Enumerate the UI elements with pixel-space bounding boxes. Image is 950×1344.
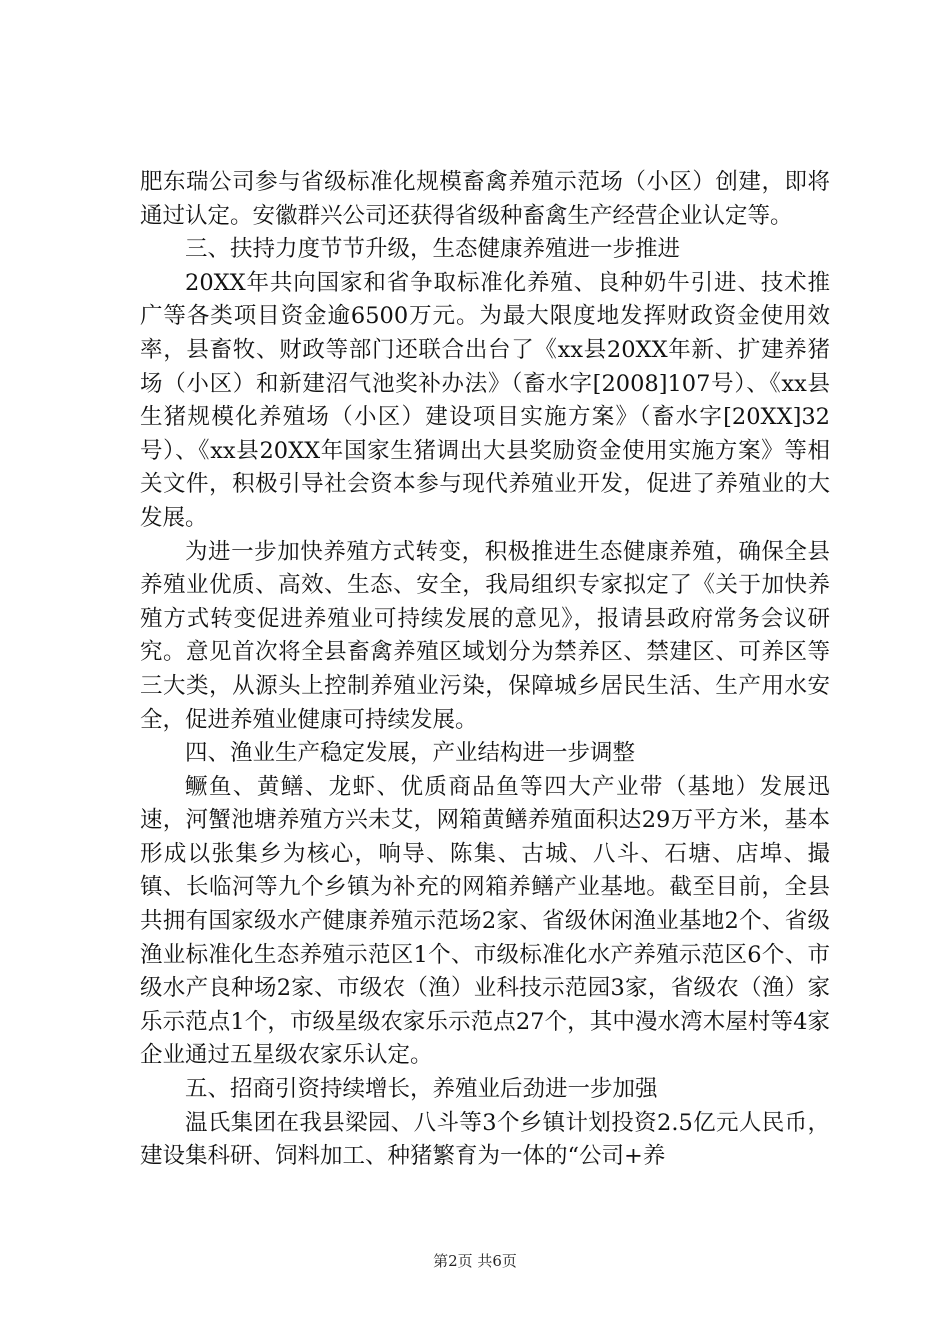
paragraph-ecological-farming: 为进一步加快养殖方式转变，积极推进生态健康养殖，确保全县养殖业优质、高效、生态、安全，我局组织专家拟定了《关于加快养殖方式转变促进养殖业可持续发展的意见》，报请县政府常务会议研究。意见首次将全县畜禽养殖区域划分为禁养区、禁建区、可养区等三大类，从源头上控制养殖业污染，保障城乡居民生活、生产用水安全，促进养殖业健康可持续发展。: [140, 538, 830, 733]
document-body: [140, 166, 830, 1174]
paragraph-investment: 温氏集团在我县梁园、八斗等3个乡镇计划投资2.5亿元人民币，建设集科研、饲料加工、种猪繁育为一体的“公司+养: [140, 1109, 830, 1170]
section-heading-3: 三、扶持力度节节升级，生态健康养殖进一步推进: [185, 236, 681, 263]
section-heading-5: 五、招商引资持续增长，养殖业后劲进一步加强: [185, 1076, 658, 1103]
section-heading-4: 四、渔业生产稳定发展，产业结构进一步调整: [185, 740, 636, 767]
paragraph-continuation: 肥东瑞公司参与省级标准化规模畜禽养殖示范场（小区）创建，即将通过认定。安徽群兴公司还获得省级种畜禽生产经营企业认定等。: [140, 169, 830, 229]
paragraph-funding: 20XX年共向国家和省争取标准化养殖、良种奶牛引进、技术推广等各类项目资金逾6500万元。为最大限度地发挥财政资金使用效率，县畜牧、财政等部门还联合出台了《xx县20XX年新、扩建养猪场（小区）和新建沼气池奖补办法》（畜水字[2008]107号）、《xx县生猪规模化养殖场（小区）建设项目实施方案》（畜水字[20XX]32号）、《xx县20XX年国家生猪调出大县奖励资金使用实施方案》等相关文件，积极引导社会资本参与现代养殖业开发，促进了养殖业的大发展。: [140, 269, 830, 531]
paragraph-fishery: 鳜鱼、黄鳝、龙虾、优质商品鱼等四大产业带（基地）发展迅速，河蟹池塘养殖方兴未艾，网箱黄鳝养殖面积达29万平方米，基本形成以张集乡为核心，响导、陈集、古城、八斗、石塘、店埠、撮镇、长临河等九个乡镇为补充的网箱养鳝产业基地。截至目前，全县共拥有国家级水产健康养殖示范场2家、省级休闲渔业基地2个、省级渔业标准化生态养殖示范区1个、市级标准化水产养殖示范区6个、市级水产良种场2家、市级农（渔）业科技示范园3家，省级农（渔）家乐示范点1个，市级星级农家乐示范点27个，其中漫水湾木屋村等4家企业通过五星级农家乐认定。: [140, 773, 830, 1069]
page-number-footer: 第2页 共6页: [433, 1252, 517, 1270]
